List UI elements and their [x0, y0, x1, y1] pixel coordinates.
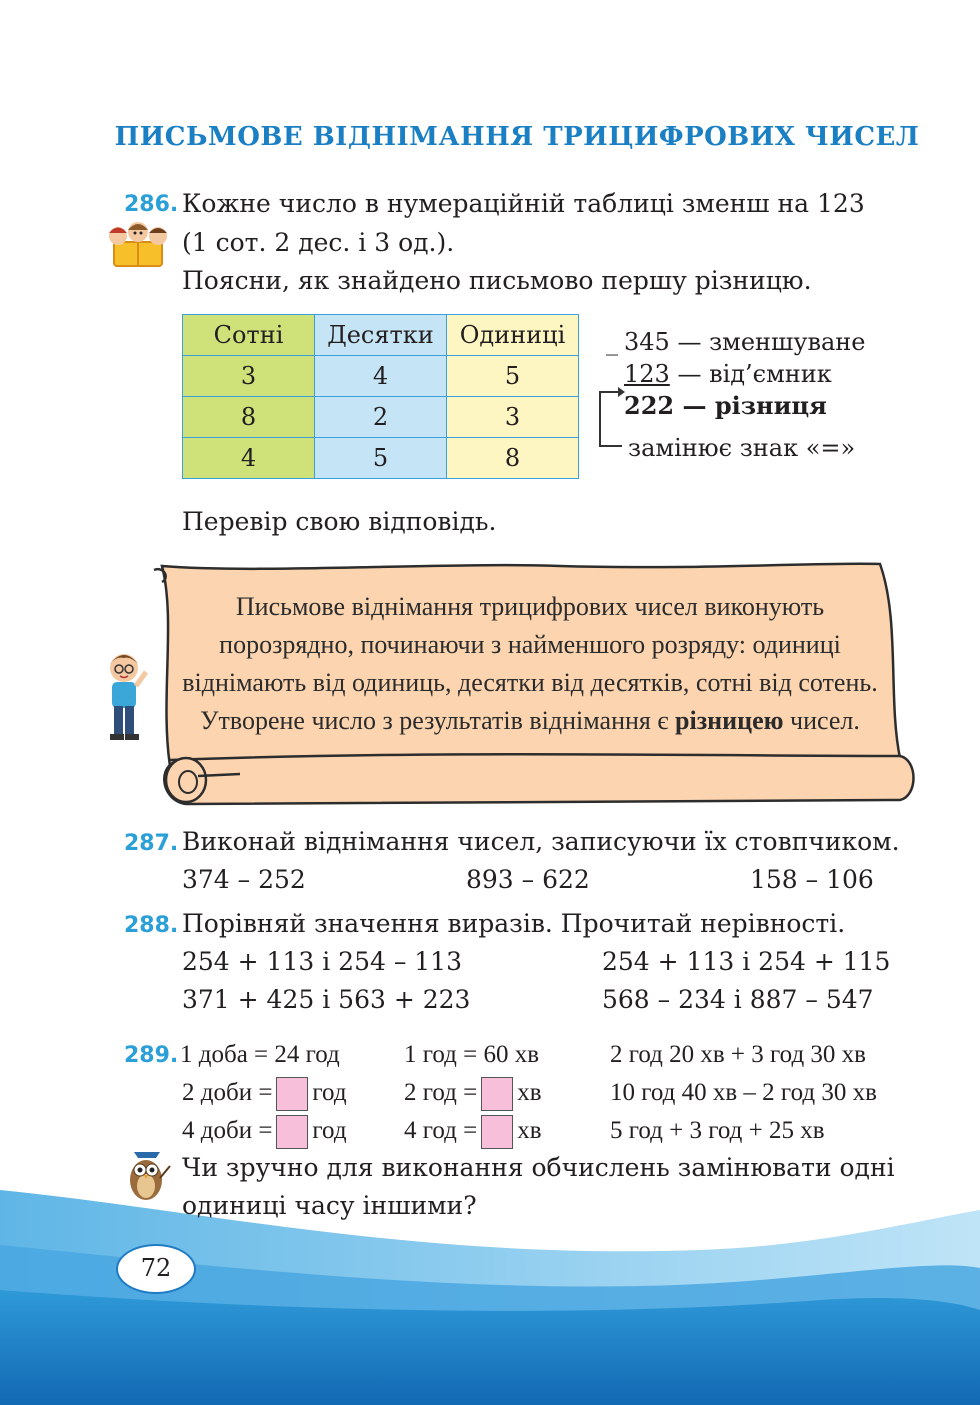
rule-line-4 — [160, 702, 900, 740]
table-cell: 4 — [315, 356, 447, 397]
table-cell: 2 — [315, 397, 447, 438]
conversion-left: 2 год = — [404, 1079, 478, 1106]
exercise-286-check: Перевір свою відповідь. — [182, 507, 497, 536]
table-cell: 3 — [183, 356, 315, 397]
subtraction-minus-sign: _ — [606, 328, 618, 356]
answer-box[interactable] — [276, 1077, 308, 1111]
conversion-left: 4 доби = — [182, 1117, 273, 1144]
rule-line-3: віднімають від одиниць, десятки від десятків, сотні від сотень. — [182, 668, 878, 697]
exercise-289-conversion — [404, 1112, 542, 1150]
table-row — [183, 356, 579, 397]
exercise-number-287: 287. — [124, 831, 179, 856]
exercise-286-line2: (1 сот. 2 дес. і 3 од.). — [182, 228, 455, 257]
exercise-288-item: 254 + 113 і 254 – 113 — [182, 947, 462, 976]
table-cell: 3 — [447, 397, 579, 438]
answer-box[interactable] — [481, 1115, 513, 1149]
rule-line-1: Письмове віднімання трицифрових чисел виконують — [235, 592, 825, 621]
conversion-unit: год — [312, 1117, 347, 1144]
exercise-288-item: 568 – 234 і 887 – 547 — [602, 985, 874, 1014]
exercise-287-text: Виконай віднімання чисел, записуючи їх стовпчиком. — [182, 827, 900, 856]
rule-line-4-start: Утворене число з результатів віднімання є — [200, 706, 676, 735]
conversion-unit: год — [312, 1079, 347, 1106]
exercise-289-conversion — [182, 1112, 347, 1150]
exercise-287-item: 893 – 622 — [466, 865, 590, 894]
scheme-minuend — [624, 326, 866, 358]
exercise-287-item: 158 – 106 — [750, 865, 874, 894]
exercise-286-line3: Поясни, як знайдено письмово першу різницю. — [182, 266, 812, 295]
table-header-cell: Сотні — [183, 315, 315, 356]
table-row — [183, 438, 579, 479]
difference-value: 222 — [624, 391, 675, 420]
exercise-288-text: Порівняй значення виразів. Прочитай нерівності. — [182, 909, 846, 938]
exercise-289-expression: 5 год + 3 год + 25 хв — [610, 1117, 825, 1144]
exercise-289-fact: 1 доба = 24 год — [180, 1041, 340, 1068]
scheme-subtrahend — [624, 358, 832, 390]
minuend-label: — зменшуване — [677, 328, 866, 356]
table-cell: 8 — [447, 438, 579, 479]
boy-character-icon — [100, 648, 154, 744]
rule-keyword-difference: різницею — [675, 706, 784, 735]
answer-box[interactable] — [276, 1115, 308, 1149]
conversion-left: 4 год = — [404, 1117, 478, 1144]
exercise-287-item: 374 – 252 — [182, 865, 306, 894]
owl-teacher-icon — [120, 1148, 172, 1204]
bracket-arrow-icon — [596, 380, 626, 452]
table-header-row — [183, 315, 579, 356]
subtrahend-label: — від’ємник — [677, 360, 832, 388]
exercise-289-expression: 10 год 40 хв – 2 год 30 хв — [610, 1079, 877, 1106]
exercise-288-item: 371 + 425 і 563 + 223 — [182, 985, 471, 1014]
exercise-286-line1: Кожне число в нумераційній таблиці зменш на 123 — [182, 189, 865, 218]
place-value-table — [182, 314, 579, 479]
page-number: 72 — [116, 1244, 196, 1294]
rule-line-4-end: чисел. — [783, 706, 860, 735]
table-cell: 4 — [183, 438, 315, 479]
exercise-289-fact: 1 год = 60 хв — [404, 1041, 540, 1068]
scheme-difference — [624, 390, 827, 422]
table-header-cell: Десятки — [315, 315, 447, 356]
minuend-value: 345 — [624, 328, 670, 356]
exercise-289-expression: 2 год 20 хв + 3 год 30 хв — [610, 1041, 866, 1068]
conversion-unit: хв — [517, 1079, 542, 1106]
rule-line-2: порозрядно, починаючи з найменшого розряду: одиниці — [219, 630, 841, 659]
scheme-note: замінює знак «=» — [628, 434, 856, 462]
table-cell: 5 — [315, 438, 447, 479]
conversion-unit: хв — [517, 1117, 542, 1144]
table-cell: 8 — [183, 397, 315, 438]
difference-label: — різниця — [682, 391, 827, 420]
answer-box[interactable] — [481, 1077, 513, 1111]
exercise-289-conversion — [182, 1074, 347, 1112]
table-cell: 5 — [447, 356, 579, 397]
table-header-cell: Одиниці — [447, 315, 579, 356]
exercise-number-288: 288. — [124, 913, 179, 938]
exercise-289-conversion — [404, 1074, 542, 1112]
page-title: ПИСЬМОВЕ ВІДНІМАННЯ ТРИЦИФРОВИХ ЧИСЕЛ — [114, 122, 920, 152]
exercise-number-286: 286. — [124, 192, 179, 217]
subtrahend-value: 123 — [624, 360, 670, 388]
table-row — [183, 397, 579, 438]
exercise-288-item: 254 + 113 і 254 + 115 — [602, 947, 891, 976]
reading-children-icon — [104, 218, 172, 268]
exercise-289-question-line1: Чи зручно для виконання обчислень замінювати одні — [182, 1153, 895, 1182]
exercise-289-question-line2: одиниці часу іншими? — [182, 1191, 477, 1220]
conversion-left: 2 доби = — [182, 1079, 273, 1106]
exercise-number-289: 289. — [124, 1043, 179, 1068]
rule-text — [160, 588, 900, 740]
